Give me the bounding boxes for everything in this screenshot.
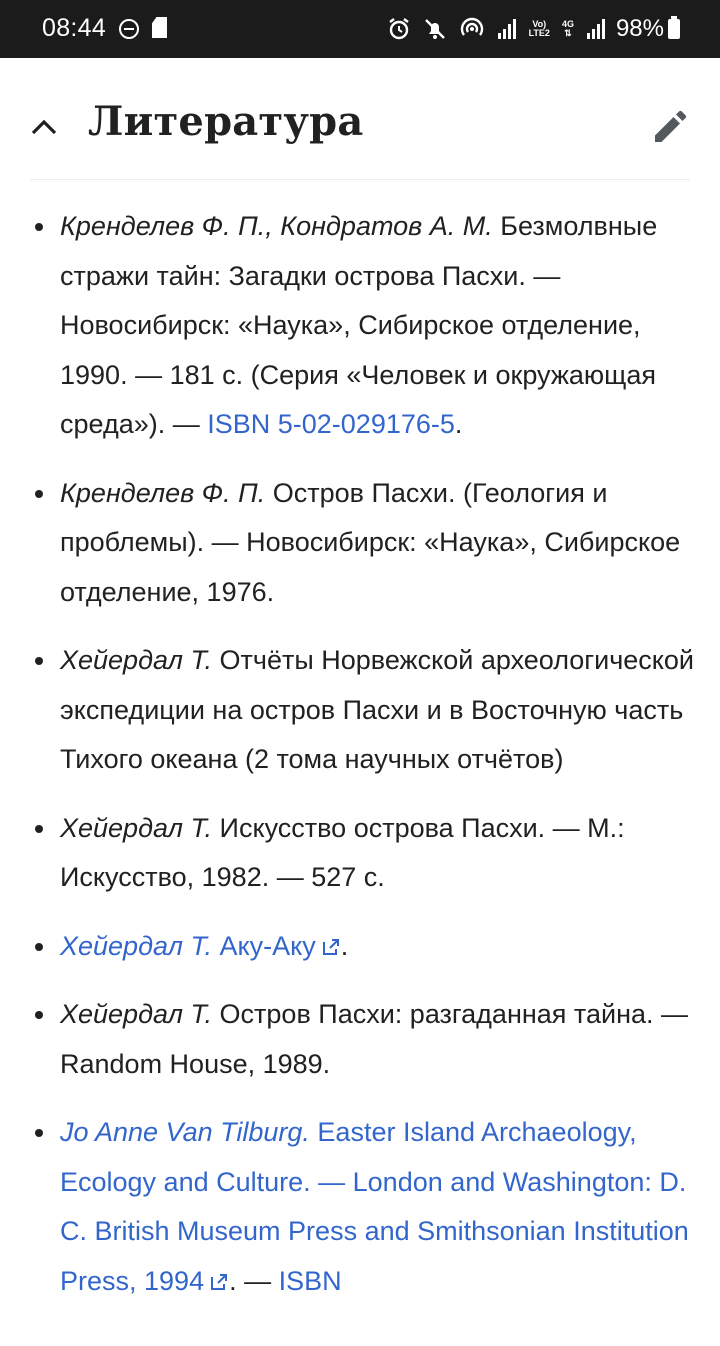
alarm-icon	[387, 17, 411, 41]
external-link-icon	[209, 1272, 229, 1292]
reference-link[interactable]	[60, 931, 341, 961]
lte-label-top: Vo)	[532, 19, 547, 29]
status-bar	[0, 0, 720, 58]
pencil-icon[interactable]	[650, 107, 690, 147]
list-item	[30, 922, 700, 972]
sd-card-icon	[152, 17, 167, 38]
reference-author: Кренделев Ф. П., Кондратов А. М.	[60, 211, 493, 241]
status-time: 08:44	[42, 14, 107, 42]
do-not-disturb-icon	[119, 19, 139, 39]
lte-indicator	[529, 20, 550, 38]
reference-author: Хейердал Т.	[60, 812, 213, 843]
reference-link-author: Хейердал Т.	[60, 930, 213, 961]
battery-icon	[668, 19, 680, 39]
network-type	[562, 20, 574, 38]
network-type-label: 4G	[561, 19, 574, 29]
reference-tail: .	[454, 409, 463, 439]
reference-text: Остров Пасхи: разгаданная тайна. — Random House, 1989.	[60, 999, 689, 1079]
reference-tail: .	[340, 930, 349, 961]
external-link-icon	[321, 937, 341, 957]
section-title: Литература	[88, 98, 364, 145]
list-item	[30, 202, 700, 450]
signal-icon	[497, 18, 517, 40]
list-item	[30, 469, 700, 618]
reference-list	[30, 202, 700, 1325]
battery-percent: 98%	[615, 15, 664, 42]
list-item	[30, 804, 700, 903]
reference-link-text: Аку-Аку	[212, 930, 316, 961]
isbn-link[interactable]: ISBN	[278, 1265, 342, 1296]
hotspot-icon	[459, 16, 485, 42]
data-arrows-icon: ⇅	[564, 28, 572, 38]
lte-label-bottom: LTE2	[528, 28, 550, 38]
chevron-up-icon[interactable]	[30, 114, 58, 142]
mute-icon	[423, 17, 447, 41]
list-item	[30, 636, 700, 785]
reference-author: Хейердал Т.	[60, 999, 213, 1029]
list-item	[30, 990, 700, 1089]
section-header[interactable]	[30, 90, 690, 180]
reference-link-author: Jo Anne Van Tilburg.	[60, 1117, 310, 1147]
reference-text: Искусство острова Пасхи. — М.: Искусство, 1982. — 527 с.	[60, 812, 625, 892]
reference-text: Отчёты Норвежской археологической экспедиции на остров Пасхи и в Восточную часть Тихого океана (2 тома научных отчётов)	[60, 645, 694, 774]
list-item	[30, 1108, 700, 1306]
reference-link-text: Easter Island Archaeology, Ecology and Culture. — London and Washington: D. C. British Museum Press and Smithsonian Institution Press, 1994	[60, 1117, 689, 1296]
reference-text: Остров Пасхи. (Геология и проблемы). — Новосибирск: «Наука», Сибирское отделение, 1976.	[60, 477, 681, 607]
reference-text: Безмолвные стражи тайн: Загадки острова Пасхи. — Новосибирск: «Наука», Сибирское отделение, 1990. — 181 с. (Серия «Человек и окружающая среда»). —	[60, 211, 658, 439]
status-icons	[375, 13, 680, 45]
signal-icon-2	[586, 18, 606, 40]
reference-author: Кренделев Ф. П.	[60, 477, 266, 508]
reference-tail: . —	[229, 1265, 279, 1296]
reference-author: Хейердал Т.	[60, 645, 213, 675]
reference-link[interactable]	[60, 1117, 689, 1296]
isbn-link[interactable]: ISBN 5-02-029176-5	[207, 409, 455, 439]
